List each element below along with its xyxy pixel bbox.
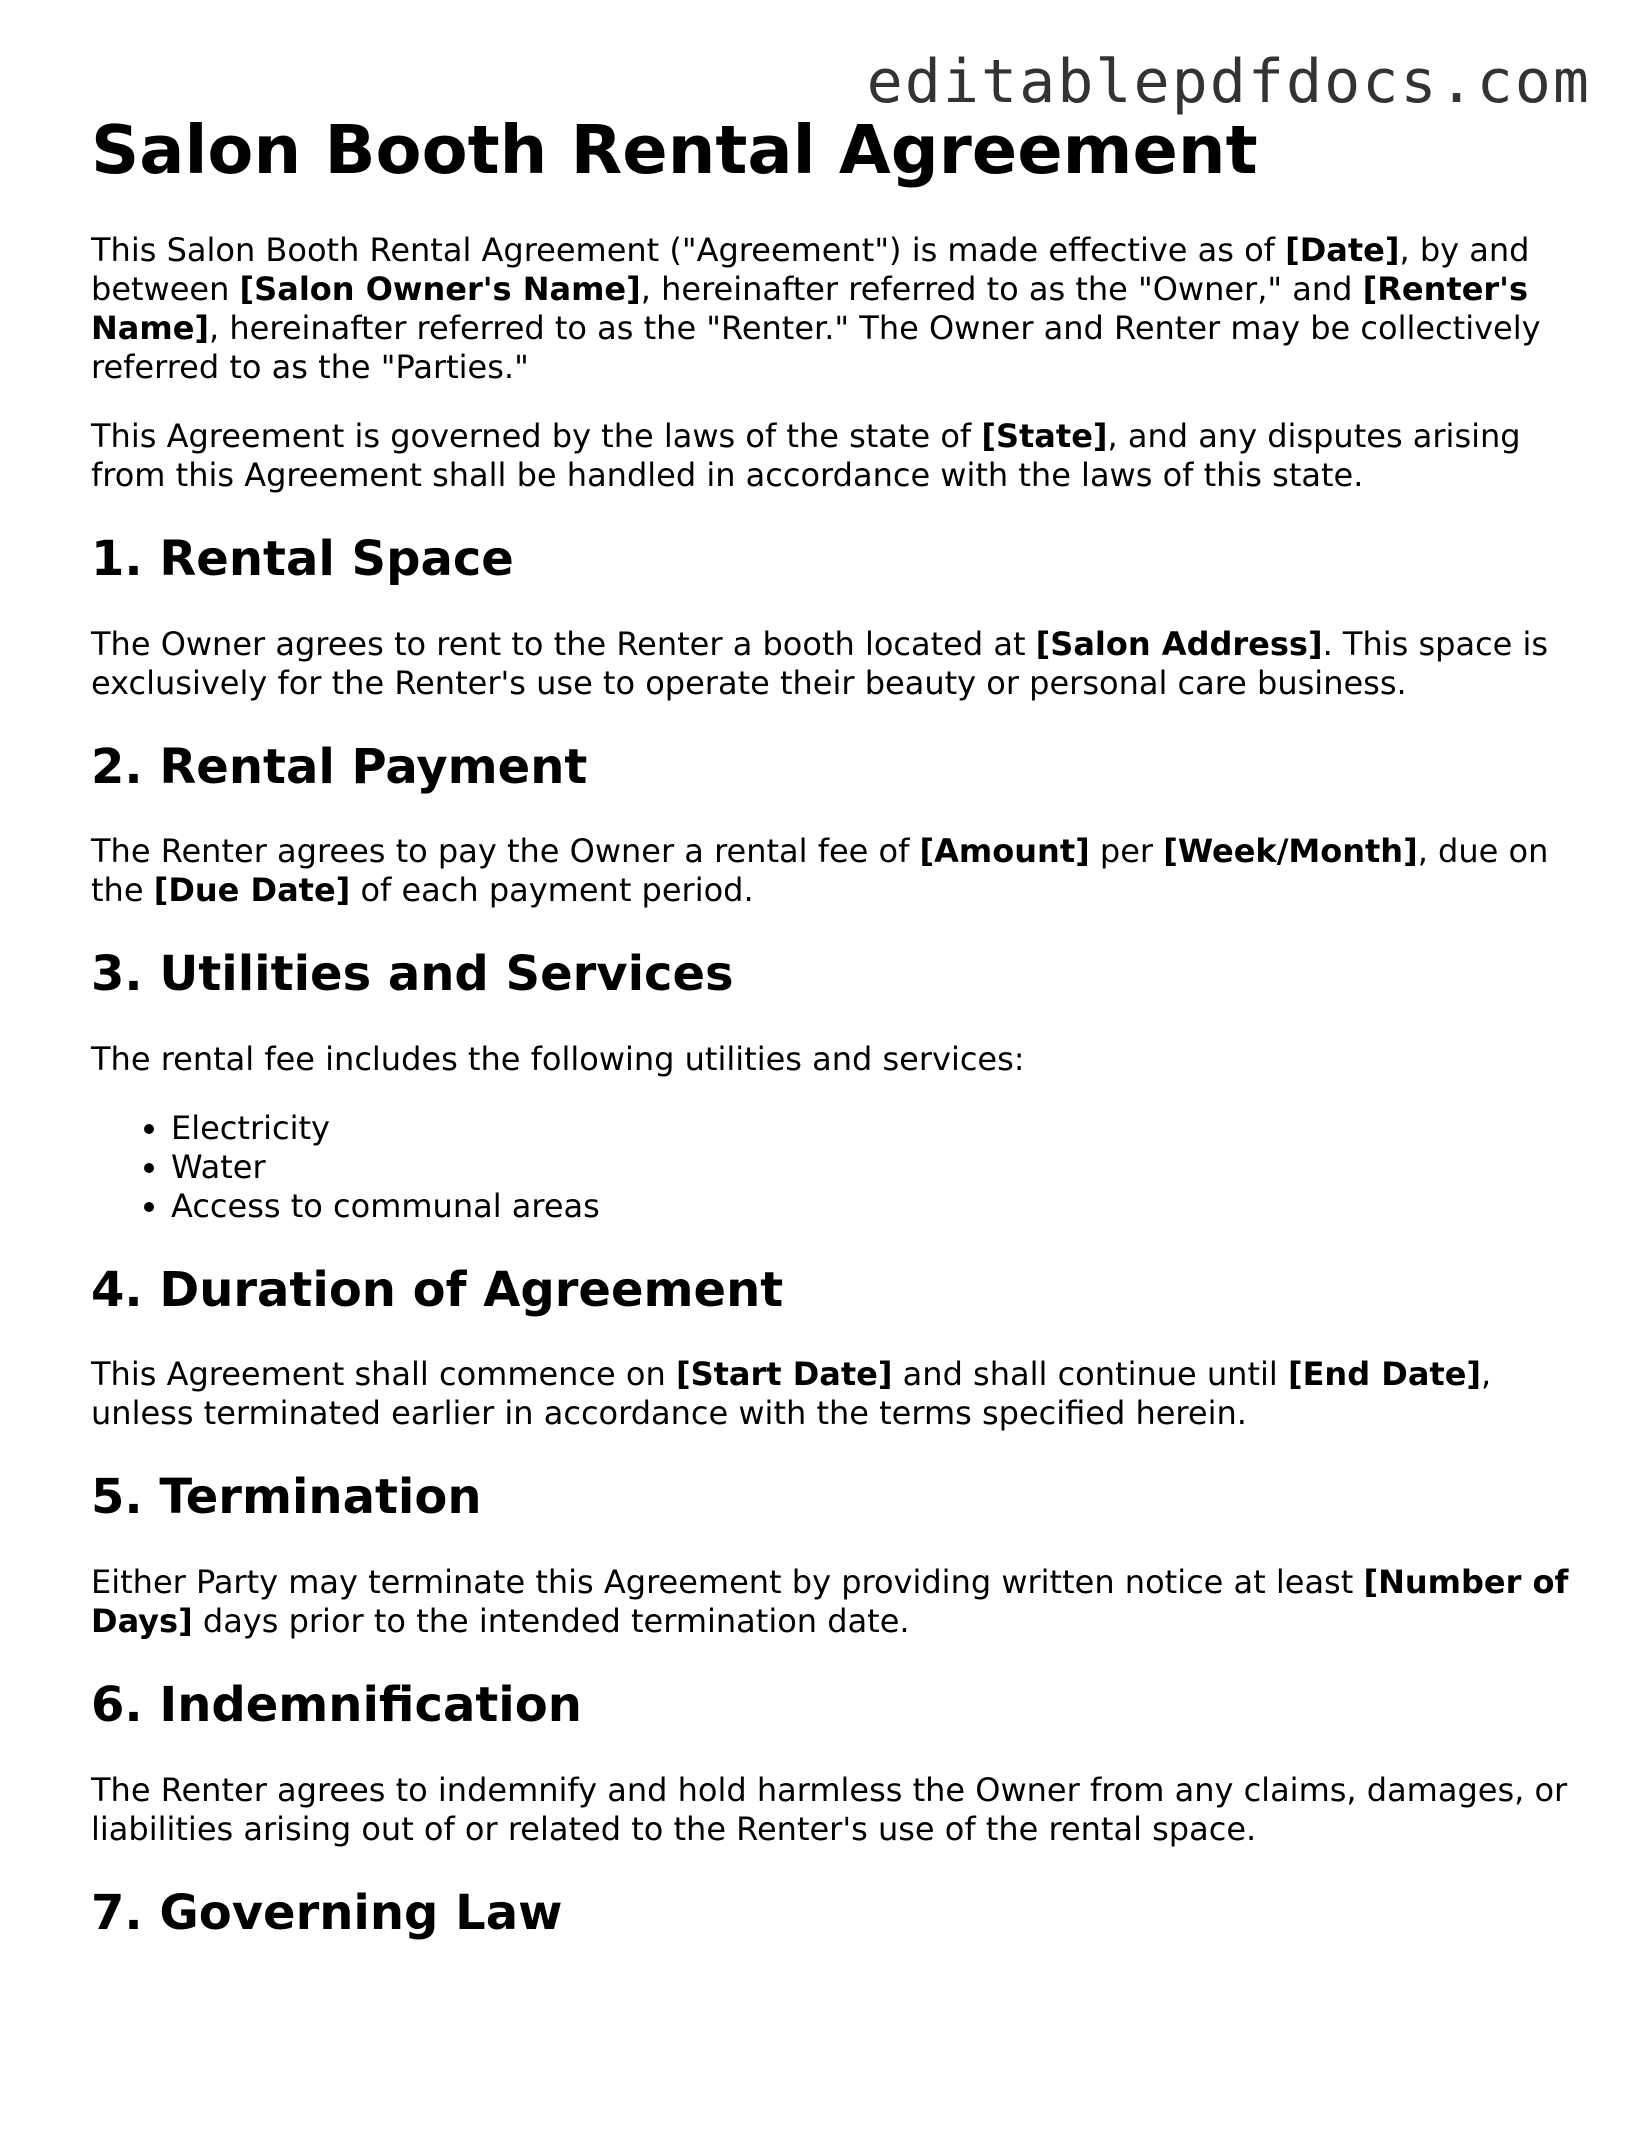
duration-text-2: and shall continue until xyxy=(892,1355,1288,1394)
rental-space-text-1: The Owner agrees to rent to the Renter a booth located at xyxy=(91,624,1036,663)
duration-text-1: This Agreement shall commence on xyxy=(91,1355,676,1394)
period-placeholder: [Week/Month] xyxy=(1163,832,1418,871)
utilities-paragraph: The rental fee includes the following utilities and services: xyxy=(91,1039,1025,1078)
duration-text-3: , unless terminated earlier in accordance with the terms specified herein. xyxy=(91,1355,1492,1433)
list-item: • Water xyxy=(171,1148,1571,1187)
days-placeholder: [Number of Days] xyxy=(91,1563,1569,1641)
termination-paragraph xyxy=(91,1563,1571,1641)
intro-text-4: , hereinafter referred to as the "Renter." The Owner and Renter may be collectively referred to as the "Parties." xyxy=(91,309,1541,387)
section-heading-duration: 4. Duration of Agreement xyxy=(91,1261,784,1318)
list-item: • Access to communal areas xyxy=(171,1187,1571,1226)
intro-text-1: This Salon Booth Rental Agreement ("Agreement") is made effective as of xyxy=(91,231,1286,270)
governing-text-2: , and any disputes arising from this Agreement shall be handled in accordance with the laws of this state. xyxy=(91,417,1521,495)
end-date-placeholder: [End Date] xyxy=(1287,1355,1482,1394)
duration-paragraph xyxy=(91,1355,1571,1433)
termination-text-2: days prior to the intended termination date. xyxy=(192,1602,910,1641)
termination-text-1: Either Party may terminate this Agreement by providing written notice at least xyxy=(91,1563,1364,1602)
rental-payment-text-4: of each payment period. xyxy=(350,871,754,910)
document-page xyxy=(91,112,1571,1978)
governing-text-1: This Agreement is governed by the laws of the state of xyxy=(91,417,982,456)
utilities-list xyxy=(91,1109,1571,1226)
section-heading-termination: 5. Termination xyxy=(91,1469,482,1526)
amount-placeholder: [Amount] xyxy=(919,832,1090,871)
intro-text-2: , by and between xyxy=(91,231,1530,309)
renter-name-placeholder: [Renter's Name] xyxy=(91,270,1529,348)
governing-paragraph xyxy=(91,417,1571,495)
section-heading-utilities: 3. Utilities and Services xyxy=(91,946,734,1003)
rental-payment-text-3: , due on the xyxy=(91,832,1549,910)
watermark: editablepdfdocs.com xyxy=(866,47,1591,117)
section-heading-rental-payment: 2. Rental Payment xyxy=(91,738,588,795)
rental-space-paragraph xyxy=(91,625,1571,703)
start-date-placeholder: [Start Date] xyxy=(675,1355,893,1394)
due-date-placeholder: [Due Date] xyxy=(153,871,351,910)
section-heading-indemnification: 6. Indemnification xyxy=(91,1677,582,1734)
section-heading-rental-space: 1. Rental Space xyxy=(91,531,514,588)
document-title: Salon Booth Rental Agreement xyxy=(91,111,1258,189)
state-placeholder: [State] xyxy=(981,417,1108,456)
intro-text-3: , hereinafter referred to as the "Owner," and xyxy=(640,270,1363,309)
intro-paragraph xyxy=(91,231,1571,387)
rental-payment-text-2: per xyxy=(1089,832,1164,871)
rental-space-text-2: . This space is exclusively for the Renter's use to operate their beauty or personal care business. xyxy=(91,624,1549,702)
indemnification-paragraph: The Renter agrees to indemnify and hold harmless the Owner from any claims, damages, or liabilities arising out of or related to the Renter's use of the rental space. xyxy=(91,1770,1568,1848)
salon-address-placeholder: [Salon Address] xyxy=(1035,624,1323,663)
date-placeholder: [Date] xyxy=(1285,231,1400,270)
section-heading-governing-law: 7. Governing Law xyxy=(91,1884,563,1941)
owner-name-placeholder: [Salon Owner's Name] xyxy=(239,270,641,309)
rental-payment-text-1: The Renter agrees to pay the Owner a rental fee of xyxy=(91,832,920,871)
list-item: • Electricity xyxy=(171,1109,1571,1148)
rental-payment-paragraph xyxy=(91,832,1571,910)
